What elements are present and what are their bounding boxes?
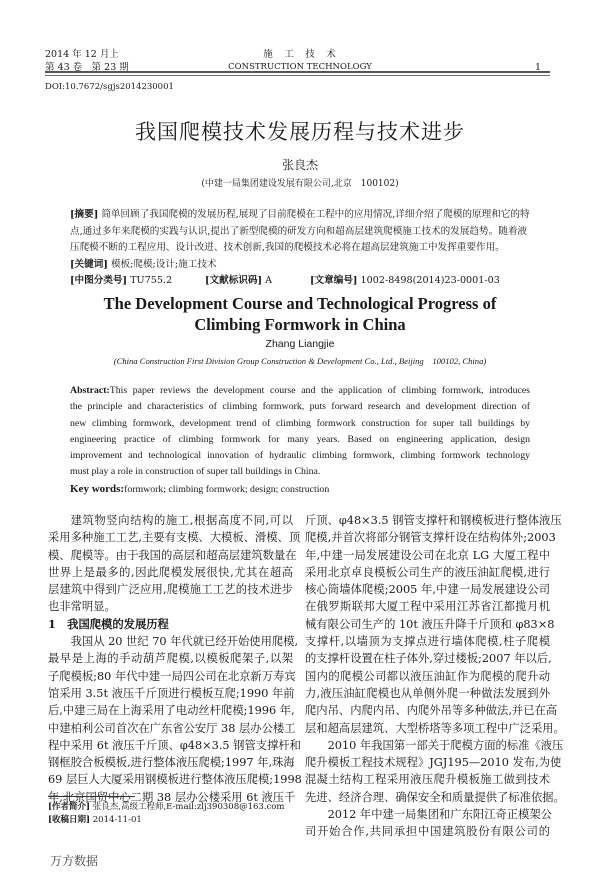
body-line: 馆采用 3.5t 液压千斤顶进行模板互爬;1990 年前 — [48, 686, 295, 700]
keywords-cn-label: [关键词] — [70, 258, 108, 270]
body-line: 2010 年我国第一部关于爬模方面的标准《液压 — [327, 738, 564, 752]
abstract-cn-line: 压爬模不断的工程应用、设计改进、技术创新,我国的爬模技术必将在超高层建筑施工中发挥重要作用。 — [70, 242, 505, 253]
body-line: 也非常明显。 — [48, 600, 116, 614]
body-line: 采用北京卓良模板公司生产的液压油缸爬模,进行 — [305, 565, 550, 579]
footnote-rule — [48, 796, 135, 797]
title-en — [0, 293, 600, 335]
body-line: 司开始合作,共同承担中国建筑股份有限公司的 — [305, 825, 550, 839]
body-line: 后,中建三局在上海采用了电动丝杆爬模;1996 年, — [48, 704, 295, 718]
doi: DOI:10.7672/sgjs2014230001 — [45, 82, 174, 92]
wanfang-watermark: 万方数据 — [50, 854, 99, 868]
body-line: 程中采用 6t 液压千斤顶、φ48×3.5 钢管支撑杆和 — [48, 738, 301, 752]
abstract-en-line: engineering practice of climbing formwork for many years. Based on engineering application, design — [70, 433, 530, 445]
abstract-en — [70, 383, 530, 498]
body-line: 中建柏利公司首次在广东省公安厅 38 层办公楼工 — [48, 721, 296, 735]
abstract-en-label: Abstract: — [70, 385, 110, 396]
keywords-en: formwork; climbing formwork; design; construction — [124, 483, 330, 495]
body-line: 最早是上海的手动葫芦爬模,以模板爬架子,以架 — [48, 652, 293, 666]
body-line: 层和超高层建筑、大型桥塔等多项工程中广泛采用。 — [305, 721, 565, 735]
abstract-cn-label: [摘要] — [70, 209, 99, 220]
issue-date: 2014 年 12 月上 — [45, 49, 119, 60]
body-line: 核心筒墙体爬模;2005 年,中建一局发展建设公司 — [305, 583, 550, 597]
author-cn: 张良杰 — [281, 158, 318, 172]
title-en-line: The Development Course and Technological Progress of — [103, 294, 497, 313]
title-en-line: Climbing Formwork in China — [194, 315, 406, 334]
footnote — [48, 801, 284, 827]
doc-code-label: [文献标识码] — [205, 275, 263, 286]
abstract-en-line: new climbing formwork, development trend of climbing formwork construction for super tall buildings by — [70, 417, 530, 429]
body-line: 力,液压油缸爬模也从单侧外爬一种做法发展到外 — [305, 686, 550, 700]
abstract-en-line: the principle and characteristics of climbing formwork, puts forward research and development direction of — [70, 401, 530, 413]
body-line: 爬升模板工程技术规程》JGJ195—2010 发布,为使 — [305, 756, 562, 770]
footnote-date-label: [收稿日期] — [48, 815, 91, 825]
body-line: 年,北京国贸中心二期 38 层办公楼采用 6t 液压千 — [48, 790, 296, 804]
footnote-author-label: [作者简介] — [48, 802, 91, 812]
body-left-column — [48, 512, 302, 806]
abstract-cn — [70, 207, 530, 290]
classification: TU755.2 — [130, 275, 173, 286]
keywords-cn: 模板;爬模;设计;施工技术 — [110, 258, 217, 270]
body-line: 在俄罗斯联邦大厦工程中采用江苏省江都揽月机 — [305, 600, 550, 614]
abstract-cn-line: 点,通过多年来爬模的实践与认识,提出了新型爬模的研发方向和超高层建筑爬模施工技术的发展趋势。随着液 — [70, 225, 528, 237]
body-line: 斤顶、φ48×3.5 钢管支撑杆和钢模板进行整体液压 — [305, 514, 562, 527]
body-line: 的支撑杆设置在柱子体外,穿过楼板;2007 年以后, — [305, 652, 552, 666]
body-line: 采用多种施工工艺,主要有支模、大模板、滑模、顶 — [48, 531, 301, 545]
body-line: 模、爬模等。由于我国的高层和超高层建筑数量在 — [48, 548, 297, 562]
body-line: 69 层巨人大厦采用钢模板进行整体液压爬模;1998 — [48, 773, 302, 787]
journal-name-en: CONSTRUCTION TECHNOLOGY — [228, 62, 372, 72]
footnote-date: 2014-11-01 — [92, 815, 142, 825]
journal-name-cn: 施 工 技 术 — [263, 49, 337, 60]
body-line: 层建筑中得到广泛应用,爬模施工工艺的技术进步 — [48, 583, 293, 597]
keywords-en-label: Key words: — [70, 482, 125, 495]
body-line: 支撑杆,以墙顶为支撑点进行墙体爬模,柱子爬模 — [305, 635, 550, 649]
abstract-en-line: improvement and technological innovation of hydraulic climbing formwork, climbing formwork technology — [70, 450, 530, 462]
affiliation-cn: (中建一局集团建设发展有限公司,北京 100102) — [201, 179, 399, 189]
abstract-en-line: must play a role in construction of super tall buildings in China. — [70, 466, 321, 478]
body-line: 先进、经济合理、确保安全和质量提供了标准依据。 — [305, 790, 565, 804]
body-right-column — [305, 512, 565, 841]
title-cn: 我国爬模技术发展历程与技术进步 — [135, 120, 465, 144]
body-line: 国内的爬模公司都以液压油缸作为爬模的爬升动 — [305, 669, 550, 683]
body-line: 2012 年中建一局集团和广东阳江奇正模架公 — [327, 808, 552, 822]
body-line: 我国从 20 世纪 70 年代就已经开始使用爬模, — [70, 635, 299, 649]
section-heading: 1 我国爬模的发展历程 — [48, 616, 169, 631]
abstract-cn-line: 简单回顾了我国爬模的发展历程,展现了目前爬模在工程中的应用情况,详细介绍了爬模的原理和它的特 — [101, 209, 530, 220]
body-line: 混凝土结构工程采用液压爬升模板施工做到技术 — [305, 773, 550, 787]
article-no: 1002-8498(2014)23-0001-03 — [360, 275, 500, 286]
body-line: 械有限公司生产的 10t 液压升降千斤顶和 φ83×8 — [305, 617, 555, 631]
body-line: 爬内吊、内爬内吊、内爬外吊等多种做法,并已在高 — [305, 704, 558, 718]
affiliation-en: (China Construction First Division Group Construction & Development Co., Ltd., Beijing 100102, China) — [113, 356, 487, 366]
body-line: 年,中建一局发展建设公司在北京 LG 大厦工程中 — [305, 548, 550, 562]
classification-label: [中图分类号] — [70, 275, 128, 286]
issue-volume: 第 43 卷 第 23 期 — [45, 62, 129, 73]
body-line: 子爬模板;80 年代中建一局四公司在北京新万寿宾 — [48, 669, 296, 683]
body-line: 建筑物竖向结构的施工,根据高度不同,可以 — [70, 514, 293, 527]
author-en: Zhang Liangjie — [265, 338, 335, 350]
header-rule-thin — [45, 75, 550, 76]
header-rule — [45, 71, 550, 73]
abstract-en-line: This paper reviews the development course and the application of climbing formwork, introduces — [109, 385, 530, 396]
body-line: 钢框胶合板模板,进行整体液压爬模;1997 年,珠海 — [48, 756, 295, 770]
page-number: 1 — [535, 62, 542, 73]
article-no-label: [文章编号] — [310, 275, 358, 286]
body-line: 世界上是最多的,因此爬模发展很快,尤其在超高 — [48, 565, 293, 579]
body-line: 爬模,并首次将部分钢管支撑杆设在结构体外;2003 — [305, 531, 556, 545]
doc-code: A — [265, 275, 273, 286]
footnote-author: 张良杰,高级工程师,E-mail:zlj390308@163.com — [92, 802, 285, 812]
